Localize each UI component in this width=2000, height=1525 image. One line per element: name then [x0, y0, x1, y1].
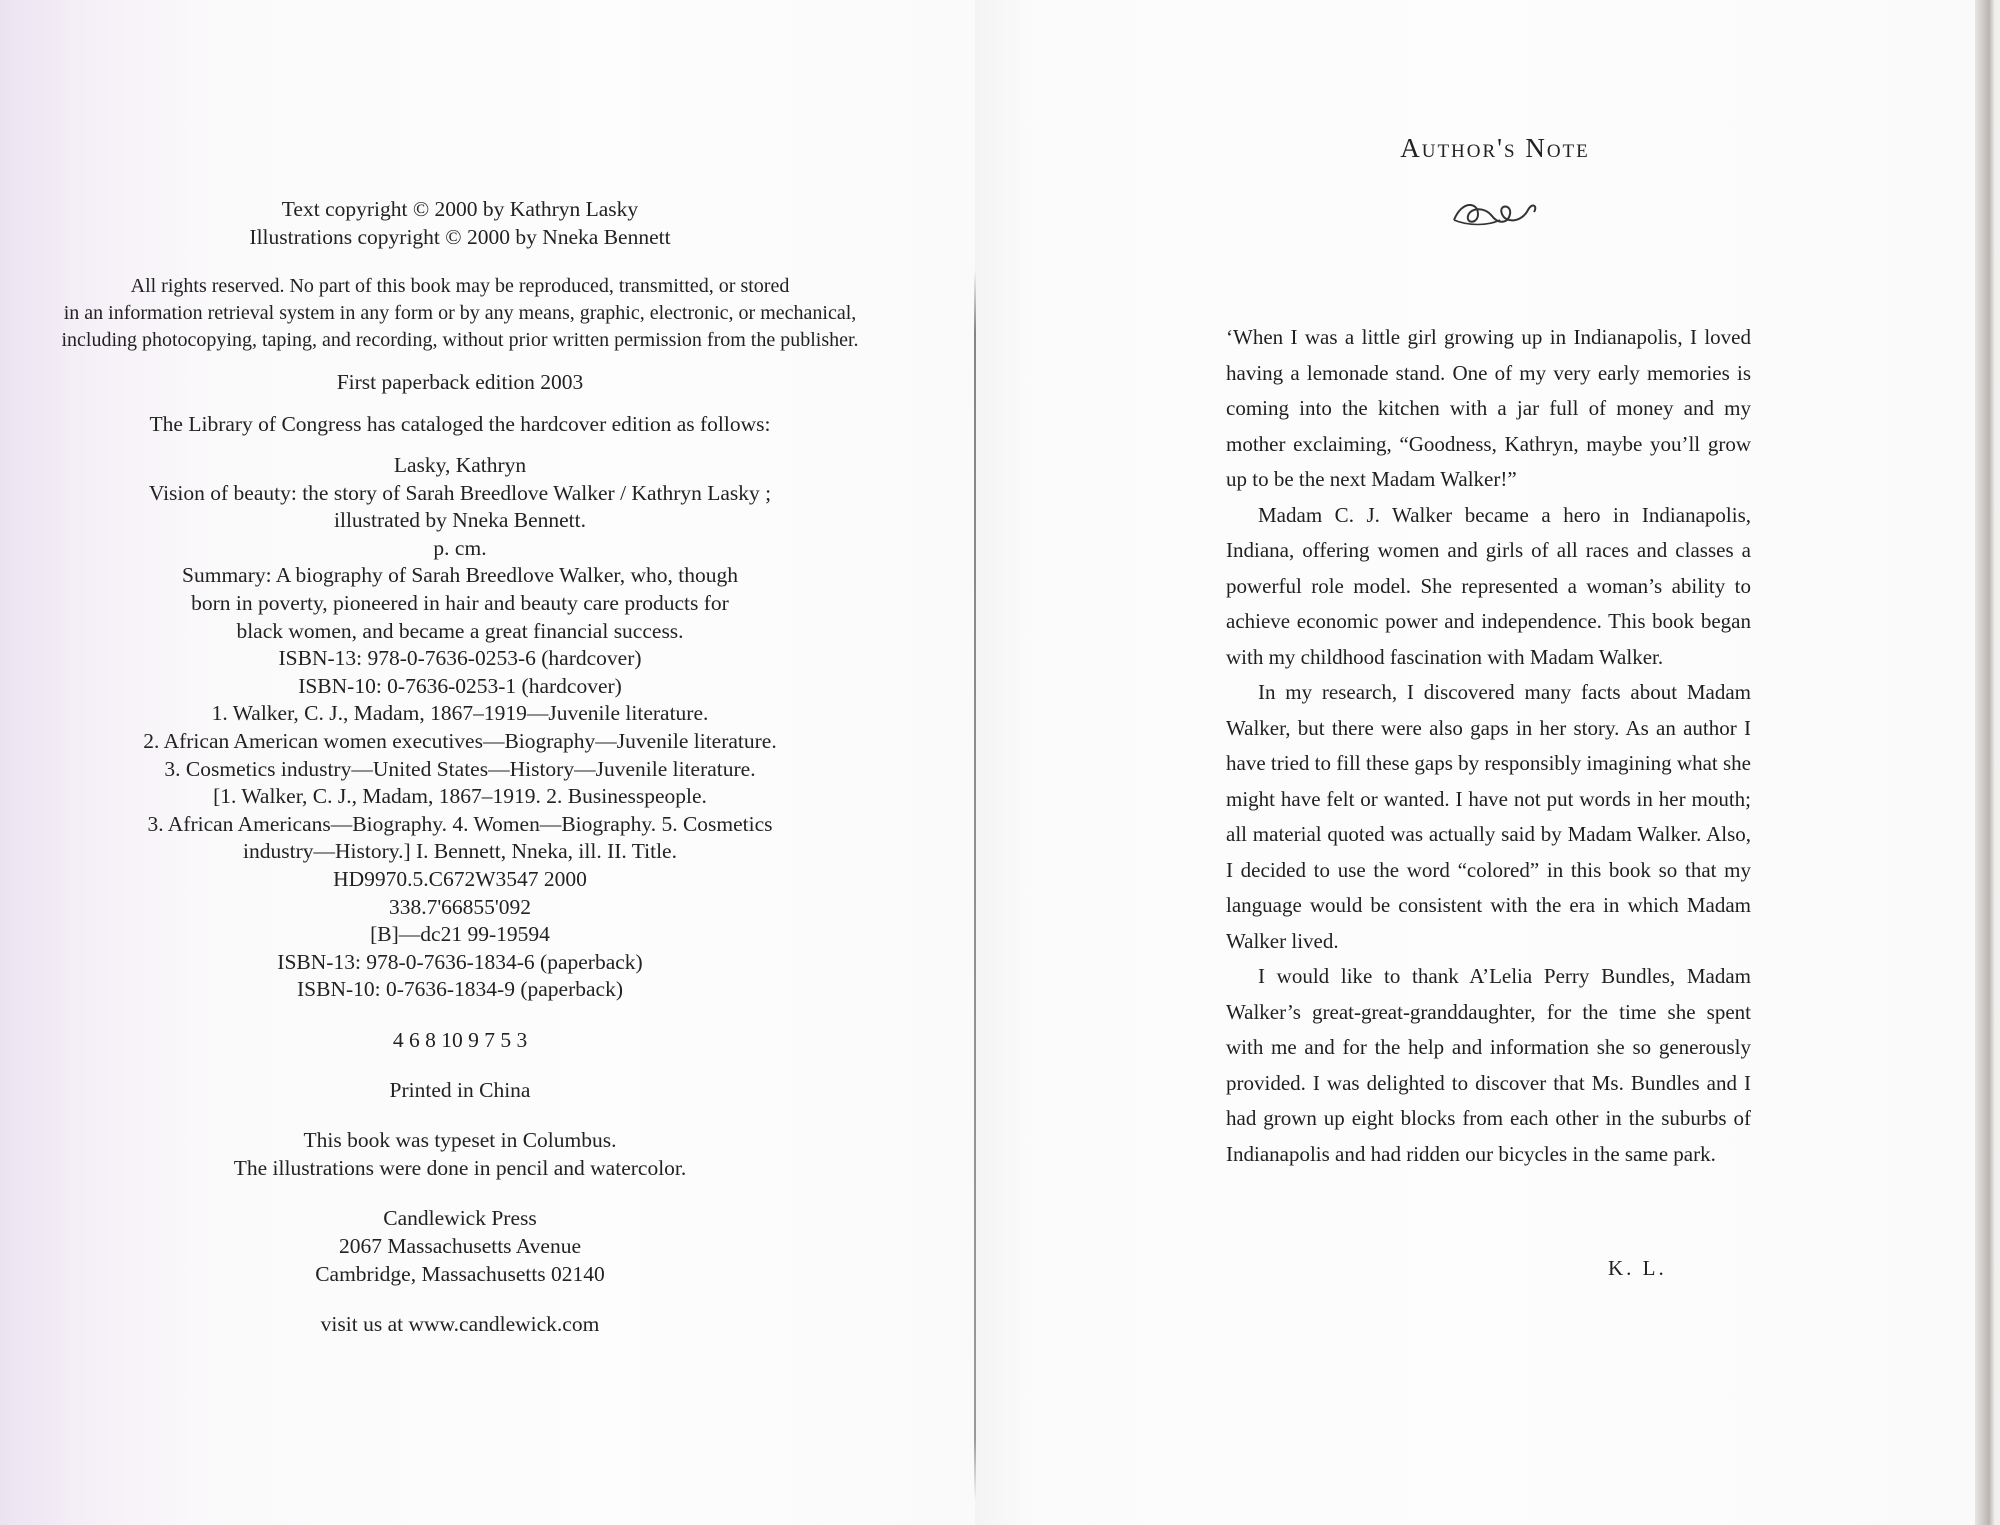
author-signature: K. L. [1608, 1256, 1667, 1280]
page-edge [1975, 0, 2000, 1525]
authors-note-title: Author's Note [1400, 133, 1590, 163]
cip-line: Vision of beauty: the story of Sarah Breedlove Walker / Kathryn Lasky ; [148, 480, 772, 505]
publisher-city: Cambridge, Massachusetts 02140 [315, 1261, 605, 1286]
authors-note-body [1226, 320, 1751, 1172]
gutter [974, 270, 976, 1500]
printing-numbers: 4 6 8 10 9 7 5 3 [392, 1027, 528, 1052]
cip-line: p. cm. [433, 535, 487, 560]
cip-line: Lasky, Kathryn [393, 453, 527, 477]
publisher-street: 2067 Massachusetts Avenue [338, 1233, 582, 1258]
cip-line: 3. Cosmetics industry—United States—History—Juvenile literature. [164, 756, 756, 781]
cip-line: industry—History.] I. Bennett, Nneka, ill. II. Title. [243, 839, 677, 864]
rights-reserved [20, 273, 900, 354]
cip-line: born in poverty, pioneered in hair and beauty care products for [191, 590, 729, 615]
cip-line: 2. African American women executives—Biography—Juvenile literature. [143, 728, 777, 753]
rights-line: including photocopying, taping, and recording, without prior written permission from the publisher. [61, 329, 859, 351]
cip-line: [1. Walker, C. J., Madam, 1867–1919. 2. Businesspeople. [213, 784, 707, 809]
note-paragraph: I would like to thank A’Lelia Perry Bundles, Madam Walker’s great-great-granddaughter, for the time she spent with me and for the help and information she so generously provided. I was delighted to discover that Ms. Bundles and I had grown up eight blocks from each other in the suburbs of Indianapolis and had ridden our bicycles in the same park. [1226, 964, 1751, 1166]
illustrations-copyright: Illustrations copyright © 2000 by Nneka Bennett [249, 225, 671, 249]
typeset-line: This book was typeset in Columbus. [303, 1127, 617, 1152]
illustrations-medium: The illustrations were done in pencil and watercolor. [233, 1155, 687, 1180]
cip-line: ISBN-13: 978-0-7636-1834-6 (paperback) [277, 949, 643, 974]
cip-data [20, 452, 900, 1004]
cip-line: black women, and became a great financial success. [236, 618, 684, 643]
cip-line: 1. Walker, C. J., Madam, 1867–1919—Juvenile literature. [211, 701, 709, 726]
cip-line: ISBN-13: 978-0-7636-0253-6 (hardcover) [278, 646, 642, 671]
note-paragraph: In my research, I discovered many facts about Madam Walker, but there were also gaps in her story. As an author I have tried to fill these gaps by responsibly imagining what she might have felt or wanted. I have not put words in her mouth; all material quoted was actually said by Madam Walker. Also, I decided to use the word “colored” in this book so that my language would be consistent with the era in which Madam Walker lived. [1226, 680, 1751, 953]
rights-line: All rights reserved. No part of this book may be reproduced, transmitted, or stored [130, 275, 790, 297]
printed-in: Printed in China [389, 1077, 531, 1102]
edition-statement: First paperback edition 2003 [336, 370, 584, 394]
cip-line: HD9970.5.C672W3547 2000 [333, 866, 587, 891]
cip-line: ISBN-10: 0-7636-1834-9 (paperback) [297, 977, 623, 1002]
cip-line: 338.7'66855'092 [388, 894, 532, 919]
publisher-website: visit us at www.candlewick.com [320, 1311, 600, 1336]
cip-line: Summary: A biography of Sarah Breedlove Walker, who, though [182, 563, 738, 588]
cip-line: illustrated by Nneka Bennett. [334, 508, 586, 533]
cip-line: 3. African Americans—Biography. 4. Women—Biography. 5. Cosmetics [147, 811, 773, 836]
rights-line: in an information retrieval system in any form or by any means, graphic, electronic, or mechanical, [63, 302, 857, 324]
cip-line: ISBN-10: 0-7636-0253-1 (hardcover) [298, 673, 622, 698]
note-paragraph: Madam C. J. Walker became a hero in Indianapolis, Indiana, offering women and girls of all races and classes a powerful role model. She represented a woman’s ability to achieve economic power and independence. This book began with my childhood fascination with Madam Walker. [1226, 502, 1751, 669]
note-paragraph: ‘When I was a little girl growing up in Indianapolis, I loved having a lemonade stand. One of my very early memories is coming into the kitchen with a jar full of money and my mother exclaiming, “Goodness, Kathryn, maybe you’ll grow up to be the next Madam Walker!” [1226, 325, 1751, 491]
copyright-block [20, 195, 900, 1338]
text-copyright: Text copyright © 2000 by Kathryn Lasky [281, 197, 639, 221]
cip-line: [B]—dc21 99-19594 [370, 922, 550, 947]
loc-statement: The Library of Congress has cataloged the hardcover edition as follows: [149, 412, 771, 436]
publisher-name: Candlewick Press [383, 1205, 537, 1230]
flourish-ornament-icon [1448, 190, 1540, 234]
